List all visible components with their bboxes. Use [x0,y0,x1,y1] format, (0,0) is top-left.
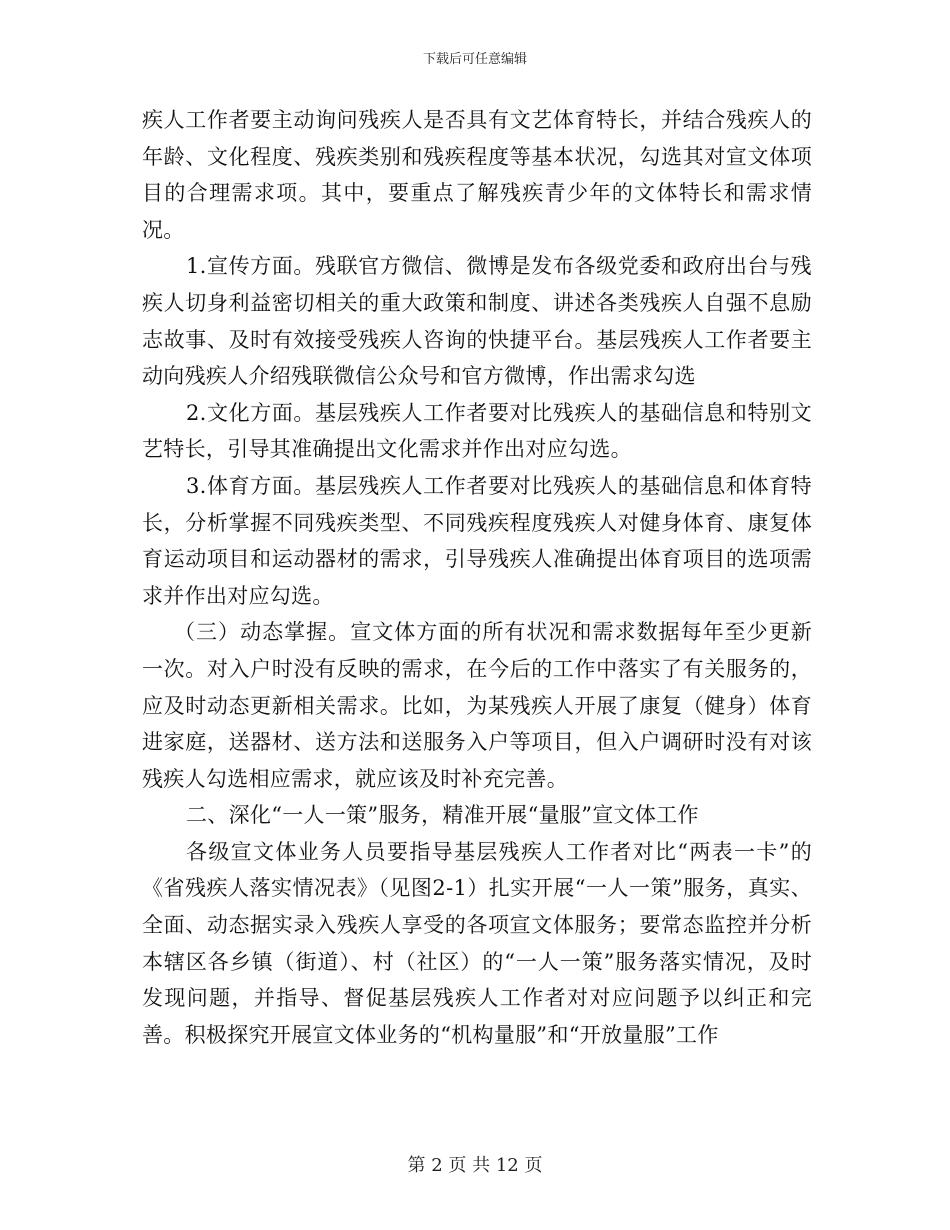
paragraph-culture: 2.文化方面。基层残疾人工作者要对比残疾人的基础信息和特别文艺特长，引导其准确提出文化需求并作出对应勾选。 [142,400,812,462]
page-header-note: 下载后可任意编辑 [422,52,527,67]
page-number-footer: 第 2 页 共 12 页 [407,1155,543,1176]
section-heading-two: 二、深化“一人一策”服务，精准开展“量服”宣文体工作 [186,803,699,828]
paragraph-publicity: 1.宣传方面。残联官方微信、微博是发布各级党委和政府出台与残疾人切身利益密切相关的重大政策和制度、讲述各类残疾人自强不息励志故事、及时有效接受残疾人咨询的快捷平台。基层残疾人工作者要主动向残疾人介绍残联微信公众号和官方微博，作出需求勾选 [142,254,812,389]
paragraph-dynamic-tracking: （三）动态掌握。宣文体方面的所有状况和需求数据每年至少更新一次。对入户时没有反映的需求，在今后的工作中落实了有关服务的，应及时动态更新相关需求。比如，为某残疾人开展了康复（健身）体育进家庭，送器材、送方法和送服务入户等项目，但入户调研时没有对该残疾人勾选相应需求，就应该及时补充完善。 [142,620,812,791]
paragraph-one-person-one-policy: 各级宣文体业务人员要指导基层残疾人工作者对比“两表一卡”的《省残疾人落实情况表》（见图2-1）扎实开展“一人一策”服务，真实、全面、动态据实录入残疾人享受的各项宣文体服务；要常态监控并分析本辖区各乡镇（街道）、村（社区）的“一人一策”服务落实情况，及时发现问题，并指导、督促基层残疾人工作者对对应问题予以纠正和完善。积极探究开展宣文体业务的“机构量服”和“开放量服”工作 [142,839,812,1047]
paragraph-sports: 3.体育方面。基层残疾人工作者要对比残疾人的基础信息和体育特长，分析掌握不同残疾类型、不同残疾程度残疾人对健身体育、康复体育运动项目和运动器材的需求，引导残疾人准确提出体育项目的选项需求并作出对应勾选。 [142,473,812,608]
paragraph-intro-continued: 疾人工作者要主动询问残疾人是否具有文艺体育特长，并结合残疾人的年龄、文化程度、残疾类别和残疾程度等基本状况，勾选其对宣文体项目的合理需求项。其中，要重点了解残疾青少年的文体特长和需求情况。 [142,108,812,242]
document-body [142,102,812,1053]
